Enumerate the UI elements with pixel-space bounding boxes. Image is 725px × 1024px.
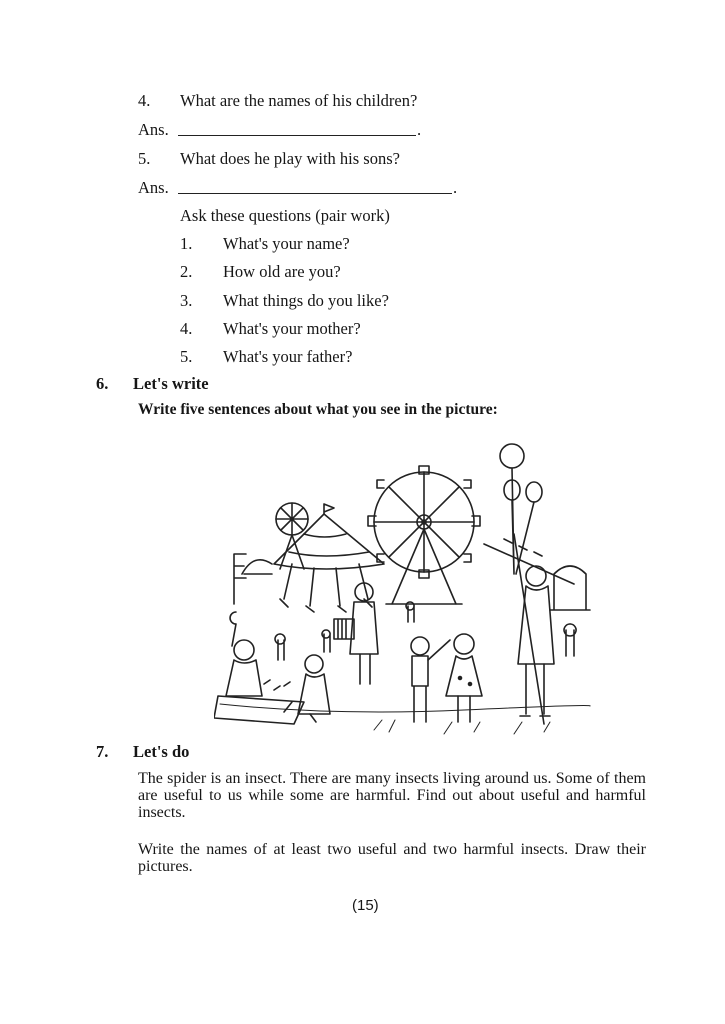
small-wheel bbox=[276, 503, 308, 569]
pair-work-intro: Ask these questions (pair work) bbox=[180, 206, 390, 225]
pair-item-4-number: 4. bbox=[180, 319, 193, 338]
pair-item-2-text: How old are you? bbox=[223, 262, 341, 281]
answer-4-end: . bbox=[417, 120, 422, 139]
section-7-number: 7. bbox=[96, 742, 109, 761]
pair-item-5-number: 5. bbox=[180, 347, 193, 366]
pair-item-5-text: What's your father? bbox=[223, 347, 353, 366]
pair-item-4-text: What's your mother? bbox=[223, 319, 361, 338]
answer-5-line[interactable] bbox=[178, 179, 452, 194]
section-7-paragraph-2: Write the names of at least two useful and two harmful insects. Draw their pictures. bbox=[138, 841, 646, 875]
section-7-title: Let's do bbox=[133, 742, 190, 761]
section-7-paragraph-1: The spider is an insect. There are many insects living around us. Some of them are useful to us while some are harmful. Find out about useful and harmful insects. bbox=[138, 770, 646, 821]
pair-item-1-text: What's your name? bbox=[223, 234, 350, 253]
answer-4-line[interactable] bbox=[178, 121, 416, 136]
page-number: (15) bbox=[352, 897, 379, 914]
answer-5-label: Ans. bbox=[138, 178, 169, 197]
vendor bbox=[334, 583, 378, 684]
question-4-number: 4. bbox=[138, 91, 151, 110]
question-5-number: 5. bbox=[138, 149, 151, 168]
boy bbox=[411, 637, 450, 722]
pair-item-2-number: 2. bbox=[180, 262, 193, 281]
section-6-title: Let's write bbox=[133, 374, 209, 393]
carousel-tent bbox=[242, 504, 384, 612]
question-5-text: What does he play with his sons? bbox=[180, 149, 400, 168]
section-6-number: 6. bbox=[96, 374, 109, 393]
pair-item-3-text: What things do you like? bbox=[223, 291, 389, 310]
question-4-text: What are the names of his children? bbox=[180, 91, 418, 110]
pair-item-3-number: 3. bbox=[180, 291, 193, 310]
fair-illustration bbox=[214, 434, 596, 740]
balloon-seller bbox=[484, 444, 574, 724]
answer-4-label: Ans. bbox=[138, 120, 169, 139]
ferris-wheel bbox=[368, 466, 480, 604]
girl bbox=[446, 634, 482, 722]
pair-item-1-number: 1. bbox=[180, 234, 193, 253]
section-6-instruction: Write five sentences about what you see in the picture: bbox=[138, 401, 498, 418]
toy-seller bbox=[214, 640, 330, 724]
answer-5-end: . bbox=[453, 178, 458, 197]
